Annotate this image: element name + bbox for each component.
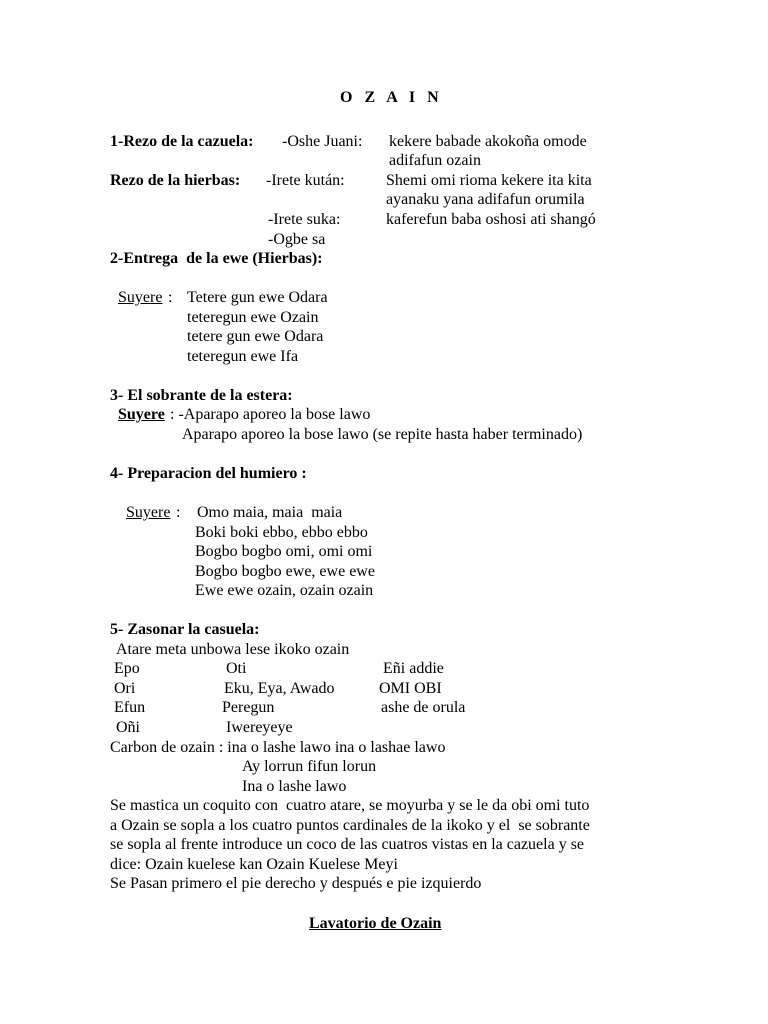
- prayer-text: adifafun ozain: [389, 152, 481, 169]
- ingredient: Epo: [114, 660, 140, 677]
- intro-line: Atare meta unbowa lese ikoko ozain: [116, 641, 350, 658]
- suyere-colon: :: [176, 504, 181, 521]
- ingredient: OMI OBI: [379, 680, 442, 697]
- suyere-colon: :: [168, 289, 173, 306]
- carbon-line: Ina o lashe lawo: [242, 778, 347, 795]
- ingredient: Oti: [226, 660, 247, 677]
- prayer-text: Shemi omi rioma kekere ita kita: [386, 172, 592, 189]
- suyere-label: Suyere: [126, 504, 171, 521]
- ingredient: Peregun: [222, 699, 275, 716]
- prayer-name: -Irete suka:: [268, 211, 341, 228]
- suyere-label: Suyere: [118, 406, 165, 423]
- prayer-name: -Ogbe sa: [268, 231, 326, 248]
- ingredient: Oñi: [116, 719, 140, 736]
- section-3-heading: 3- El sobrante de la estera:: [110, 387, 293, 404]
- ingredient: Iwereyeye: [226, 719, 293, 736]
- paragraph-line: Se Pasan primero el pie derecho y después e pie izquierdo: [110, 875, 482, 892]
- paragraph-line: dice: Ozain kuelese kan Ozain Kuelese Meyi: [110, 856, 398, 873]
- section-2-heading: 2-Entrega de la ewe (Hierbas):: [110, 250, 323, 267]
- chant-line: teteregun ewe Ozain: [187, 309, 319, 326]
- chant-line: tetere gun ewe Odara: [187, 328, 324, 345]
- lavatorio-heading: Lavatorio de Ozain: [309, 915, 442, 932]
- ingredient: ashe de orula: [381, 699, 466, 716]
- chant-line: Aparapo aporeo la bose lawo (se repite hasta haber terminado): [182, 426, 583, 443]
- chant-line: Ewe ewe ozain, ozain ozain: [195, 582, 374, 599]
- prayer-text: ayanaku yana adifafun orumila: [386, 191, 585, 208]
- prayer-text: kekere babade akokoña omode: [389, 133, 587, 150]
- section-1-heading: 1-Rezo de la cazuela:: [110, 133, 254, 150]
- chant-line: Bogbo bogbo ewe, ewe ewe: [195, 563, 375, 580]
- ingredient: Efun: [114, 699, 146, 716]
- chant-line: Omo maia, maia maia: [197, 504, 343, 521]
- chant-line: Boki boki ebbo, ebbo ebbo: [195, 524, 368, 541]
- ingredient: Eku, Eya, Awado: [224, 680, 335, 697]
- carbon-line: Carbon de ozain : ina o lashe lawo ina o lashae lawo: [110, 739, 446, 756]
- carbon-line: Ay lorrun fifun lorun: [242, 758, 377, 775]
- prayer-name: -Irete kután:: [266, 172, 345, 189]
- section-4-heading: 4- Preparacion del humiero :: [110, 465, 307, 482]
- section-5-heading: 5- Zasonar la casuela:: [110, 621, 260, 638]
- prayer-name: -Oshe Juani:: [282, 133, 363, 150]
- suyere-label: Suyere: [118, 289, 163, 306]
- hierbas-heading: Rezo de la hierbas:: [110, 172, 241, 189]
- chant-line: Tetere gun ewe Odara: [187, 289, 328, 306]
- paragraph-line: a Ozain se sopla a los cuatro puntos cardinales de la ikoko y el se sobrante: [110, 817, 590, 834]
- ingredient: Ori: [114, 680, 136, 697]
- paragraph-line: se sopla al frente introduce un coco de las cuatros vistas en la cazuela y se: [110, 836, 585, 853]
- chant-line: : -Aparapo aporeo la bose lawo: [170, 406, 371, 423]
- chant-line: teteregun ewe Ifa: [187, 348, 299, 365]
- page-title: O Z A I N: [340, 89, 443, 106]
- prayer-text: kaferefun baba oshosi ati shangó: [386, 211, 596, 228]
- ingredient: Eñi addie: [383, 660, 444, 677]
- paragraph-line: Se mastica un coquito con cuatro atare, se moyurba y se le da obi omi tuto: [110, 797, 590, 814]
- chant-line: Bogbo bogbo omi, omi omi: [195, 543, 373, 560]
